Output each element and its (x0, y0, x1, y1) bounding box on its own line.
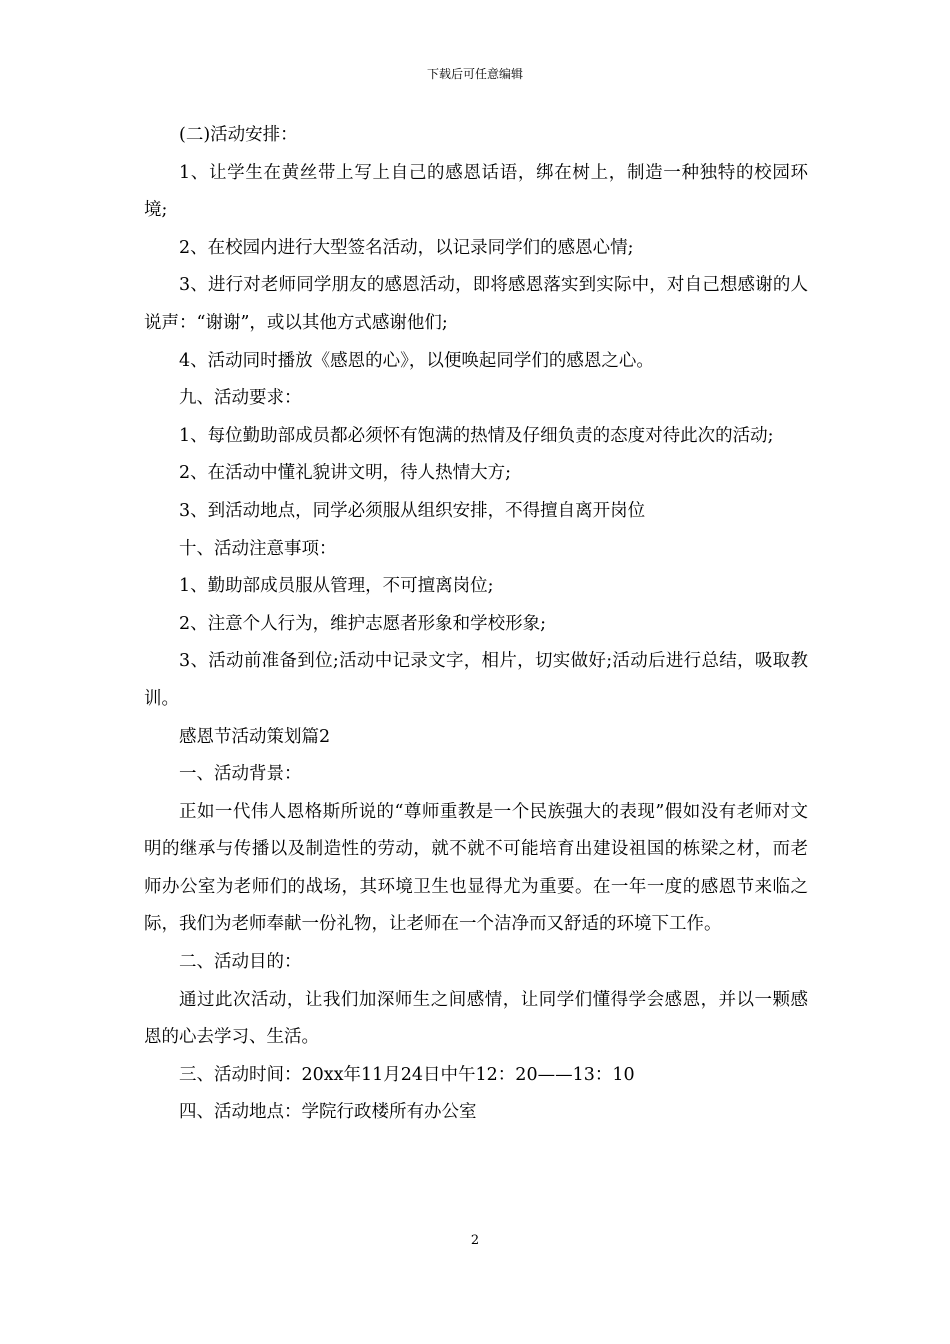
paragraph: 2、在校园内进行大型签名活动，以记录同学们的感恩心情; (179, 237, 634, 258)
paragraph: 2、注意个人行为，维护志愿者形象和学校形象; (179, 613, 547, 634)
paragraph: 3、进行对老师同学朋友的感恩活动，即将感恩落实到实际中，对自己想感谢的人说声：“谢谢”，或以其他方式感谢他们; (144, 275, 808, 333)
page-header-note: 下载后可任意编辑 (426, 67, 523, 81)
paragraph: 1、让学生在黄丝带上写上自己的感恩话语，绑在树上，制造一种独特的校园环境; (144, 162, 808, 221)
article-title: 感恩节活动策划篇2 (179, 726, 331, 747)
section-heading: 三、活动时间：20xx年11月24日中午12：20——13：10 (179, 1064, 635, 1085)
paragraph: 2、在活动中懂礼貌讲文明，待人热情大方; (179, 463, 512, 484)
page-number: 2 (470, 1233, 480, 1248)
paragraph: 4、活动同时播放《感恩的心》，以便唤起同学们的感恩之心。 (179, 350, 654, 371)
section-heading: 四、活动地点：学院行政楼所有办公室 (179, 1102, 477, 1123)
paragraph: 正如一代伟人恩格斯所说的“尊师重教是一个民族强大的表现”假如没有老师对文明的继承与传播以及制造性的劳动，就不就不可能培育出建设祖国的栋梁之材，而老师办公室为老师们的战场，其环境卫生也显得尤为重要。在一年一度的感恩节来临之际，我们为老师奉献一份礼物，让老师在一个洁净而又舒适的环境下工作。 (144, 801, 808, 935)
paragraph: (二)活动安排： (179, 125, 298, 145)
paragraph: 通过此次活动，让我们加深师生之间感情，让同学们懂得学会感恩，并以一颗感恩的心去学习、生活。 (144, 989, 808, 1048)
section-heading: 二、活动目的： (179, 952, 302, 973)
section-heading: 一、活动背景： (179, 764, 302, 785)
document-body (144, 117, 808, 1132)
section-heading: 十、活动注意事项： (179, 538, 337, 559)
paragraph: 3、活动前准备到位;活动中记录文字，相片，切实做好;活动后进行总结，吸取教训。 (144, 651, 808, 709)
paragraph: 1、勤助部成员服从管理，不可擅离岗位; (179, 576, 494, 597)
paragraph: 3、到活动地点，同学必须服从组织安排，不得擅自离开岗位 (179, 500, 646, 521)
paragraph: 1、每位勤助部成员都必须怀有饱满的热情及仔细负责的态度对待此次的活动; (179, 425, 774, 446)
section-heading: 九、活动要求： (179, 388, 302, 409)
